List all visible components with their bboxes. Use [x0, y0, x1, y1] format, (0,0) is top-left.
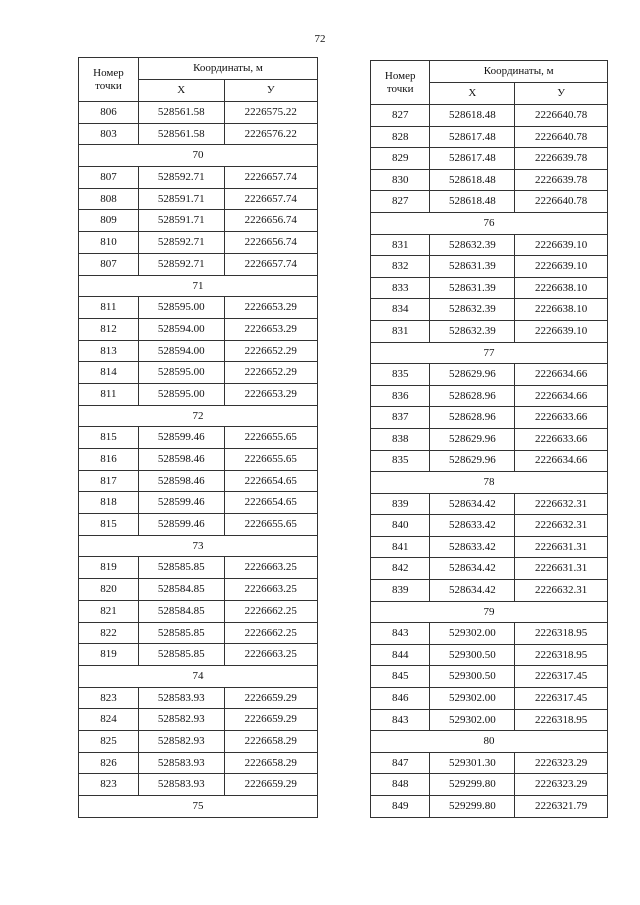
table-row: [371, 450, 608, 472]
point-number-cell: 816: [79, 449, 139, 471]
x-coordinate-cell: 528618.48: [430, 169, 515, 191]
x-coordinate-cell: 528598.46: [138, 449, 224, 471]
x-coordinate-cell: 528617.48: [430, 148, 515, 170]
group-row: [79, 275, 318, 297]
point-number-cell: 833: [371, 277, 430, 299]
point-number-cell: 807: [79, 167, 139, 189]
table-row: [371, 752, 608, 774]
y-coordinate-cell: 2226658.29: [224, 730, 318, 752]
table-row: [79, 210, 318, 232]
table-row: [79, 362, 318, 384]
point-number-cell: 848: [371, 774, 430, 796]
table-row: [371, 364, 608, 386]
table-row: [371, 126, 608, 148]
point-number-cell: 821: [79, 600, 139, 622]
y-coordinate-cell: 2226634.66: [515, 385, 608, 407]
point-number-cell: 838: [371, 428, 430, 450]
y-coordinate-cell: 2226317.45: [515, 688, 608, 710]
y-coordinate-cell: 2226575.22: [224, 102, 318, 124]
y-coordinate-cell: 2226639.10: [515, 234, 608, 256]
page-number: 72: [314, 33, 326, 45]
x-coordinate-cell: 528592.71: [138, 167, 224, 189]
point-number-cell: 815: [79, 514, 139, 536]
table-row: [371, 515, 608, 537]
table-row: [371, 580, 608, 602]
group-label: 72: [79, 405, 318, 427]
x-coordinate-cell: 528594.00: [138, 318, 224, 340]
x-coordinate-cell: 528632.39: [430, 320, 515, 342]
x-coordinate-cell: 528583.93: [138, 752, 224, 774]
x-coordinate-cell: 528617.48: [430, 126, 515, 148]
group-row: [371, 342, 608, 364]
point-number-cell: 818: [79, 492, 139, 514]
y-coordinate-cell: 2226652.29: [224, 340, 318, 362]
x-coordinate-cell: 528634.42: [430, 493, 515, 515]
table-row: [371, 709, 608, 731]
table-row: [79, 579, 318, 601]
point-number-cell: 824: [79, 709, 139, 731]
table-row: [371, 385, 608, 407]
x-coordinate-cell: 529299.80: [430, 774, 515, 796]
x-coordinate-cell: 528585.85: [138, 644, 224, 666]
x-coordinate-cell: 529300.50: [430, 666, 515, 688]
y-coordinate-cell: 2226634.66: [515, 450, 608, 472]
x-coordinate-cell: 528584.85: [138, 579, 224, 601]
header-row: [79, 58, 318, 80]
point-number-cell: 827: [371, 191, 430, 213]
coordinates-table-right: [370, 60, 608, 818]
group-label: 77: [371, 342, 608, 364]
table-row: [79, 449, 318, 471]
table-row: [371, 148, 608, 170]
x-coordinate-cell: 529302.00: [430, 623, 515, 645]
y-coordinate-cell: 2226631.31: [515, 558, 608, 580]
x-coordinate-cell: 528634.42: [430, 558, 515, 580]
point-number-cell: 839: [371, 493, 430, 515]
header-point-number: Номер точки: [371, 61, 430, 105]
point-number-cell: 840: [371, 515, 430, 537]
x-coordinate-cell: 528561.58: [138, 123, 224, 145]
x-coordinate-cell: 528632.39: [430, 299, 515, 321]
x-coordinate-cell: 528585.85: [138, 557, 224, 579]
point-number-cell: 809: [79, 210, 139, 232]
group-row: [371, 731, 608, 753]
y-coordinate-cell: 2226654.65: [224, 470, 318, 492]
table-row: [79, 492, 318, 514]
y-coordinate-cell: 2226663.25: [224, 557, 318, 579]
group-label: 79: [371, 601, 608, 623]
table-row: [371, 105, 608, 127]
y-coordinate-cell: 2226653.29: [224, 383, 318, 405]
x-coordinate-cell: 528629.96: [430, 428, 515, 450]
y-coordinate-cell: 2226652.29: [224, 362, 318, 384]
header-y: У: [224, 80, 318, 102]
y-coordinate-cell: 2226663.25: [224, 644, 318, 666]
point-number-cell: 825: [79, 730, 139, 752]
x-coordinate-cell: 529299.80: [430, 796, 515, 818]
x-coordinate-cell: 528592.71: [138, 232, 224, 254]
y-coordinate-cell: 2226639.78: [515, 148, 608, 170]
header-x: X: [138, 80, 224, 102]
y-coordinate-cell: 2226658.29: [224, 752, 318, 774]
group-label: 75: [79, 796, 318, 818]
group-row: [371, 472, 608, 494]
y-coordinate-cell: 2226662.25: [224, 600, 318, 622]
x-coordinate-cell: 528629.96: [430, 364, 515, 386]
table-row: [371, 774, 608, 796]
point-number-cell: 846: [371, 688, 430, 710]
x-coordinate-cell: 528599.46: [138, 427, 224, 449]
table-row: [371, 277, 608, 299]
table-row: [371, 428, 608, 450]
y-coordinate-cell: 2226638.10: [515, 299, 608, 321]
table-row: [79, 232, 318, 254]
table-row: [371, 256, 608, 278]
table-row: [371, 169, 608, 191]
point-number-cell: 811: [79, 297, 139, 319]
x-coordinate-cell: 528561.58: [138, 102, 224, 124]
table-row: [371, 234, 608, 256]
y-coordinate-cell: 2226639.10: [515, 256, 608, 278]
x-coordinate-cell: 528633.42: [430, 515, 515, 537]
point-number-cell: 832: [371, 256, 430, 278]
group-row: [79, 796, 318, 818]
x-coordinate-cell: 528591.71: [138, 210, 224, 232]
y-coordinate-cell: 2226576.22: [224, 123, 318, 145]
point-number-cell: 828: [371, 126, 430, 148]
y-coordinate-cell: 2226317.45: [515, 666, 608, 688]
x-coordinate-cell: 528584.85: [138, 600, 224, 622]
table-row: [371, 644, 608, 666]
y-coordinate-cell: 2226633.66: [515, 428, 608, 450]
point-number-cell: 819: [79, 557, 139, 579]
point-number-cell: 803: [79, 123, 139, 145]
point-number-cell: 826: [79, 752, 139, 774]
y-coordinate-cell: 2226321.79: [515, 796, 608, 818]
y-coordinate-cell: 2226657.74: [224, 167, 318, 189]
y-coordinate-cell: 2226659.29: [224, 687, 318, 709]
point-number-cell: 843: [371, 623, 430, 645]
y-coordinate-cell: 2226662.25: [224, 622, 318, 644]
x-coordinate-cell: 528633.42: [430, 536, 515, 558]
x-coordinate-cell: 528598.46: [138, 470, 224, 492]
x-coordinate-cell: 528632.39: [430, 234, 515, 256]
y-coordinate-cell: 2226653.29: [224, 318, 318, 340]
point-number-cell: 839: [371, 580, 430, 602]
table-row: [371, 493, 608, 515]
y-coordinate-cell: 2226639.10: [515, 320, 608, 342]
table-row: [371, 299, 608, 321]
table-row: [79, 709, 318, 731]
y-coordinate-cell: 2226323.29: [515, 752, 608, 774]
x-coordinate-cell: 528585.85: [138, 622, 224, 644]
point-number-cell: 841: [371, 536, 430, 558]
y-coordinate-cell: 2226655.65: [224, 449, 318, 471]
x-coordinate-cell: 528631.39: [430, 256, 515, 278]
point-number-cell: 812: [79, 318, 139, 340]
x-coordinate-cell: 529302.00: [430, 688, 515, 710]
point-number-cell: 843: [371, 709, 430, 731]
group-label: 78: [371, 472, 608, 494]
x-coordinate-cell: 528599.46: [138, 514, 224, 536]
x-coordinate-cell: 528599.46: [138, 492, 224, 514]
group-label: 71: [79, 275, 318, 297]
y-coordinate-cell: 2226640.78: [515, 126, 608, 148]
x-coordinate-cell: 528628.96: [430, 385, 515, 407]
table-row: [371, 558, 608, 580]
point-number-cell: 808: [79, 188, 139, 210]
table-row: [79, 470, 318, 492]
group-row: [371, 212, 608, 234]
y-coordinate-cell: 2226634.66: [515, 364, 608, 386]
table-row: [79, 514, 318, 536]
point-number-cell: 823: [79, 774, 139, 796]
y-coordinate-cell: 2226323.29: [515, 774, 608, 796]
x-coordinate-cell: 528618.48: [430, 105, 515, 127]
table-row: [79, 123, 318, 145]
x-coordinate-cell: 528595.00: [138, 362, 224, 384]
y-coordinate-cell: 2226638.10: [515, 277, 608, 299]
table-row: [371, 623, 608, 645]
point-number-cell: 836: [371, 385, 430, 407]
table-row: [79, 557, 318, 579]
point-number-cell: 844: [371, 644, 430, 666]
x-coordinate-cell: 528591.71: [138, 188, 224, 210]
header-y: У: [515, 83, 608, 105]
point-number-cell: 831: [371, 234, 430, 256]
x-coordinate-cell: 529301.30: [430, 752, 515, 774]
coordinates-table-left: [78, 57, 318, 818]
table-row: [79, 600, 318, 622]
x-coordinate-cell: 528594.00: [138, 340, 224, 362]
point-number-cell: 813: [79, 340, 139, 362]
x-coordinate-cell: 528618.48: [430, 191, 515, 213]
point-number-cell: 822: [79, 622, 139, 644]
header-coordinates: Координаты, м: [430, 61, 608, 83]
y-coordinate-cell: 2226639.78: [515, 169, 608, 191]
table-row: [79, 188, 318, 210]
table-row: [79, 644, 318, 666]
y-coordinate-cell: 2226318.95: [515, 623, 608, 645]
y-coordinate-cell: 2226640.78: [515, 191, 608, 213]
group-label: 70: [79, 145, 318, 167]
point-number-cell: 817: [79, 470, 139, 492]
y-coordinate-cell: 2226657.74: [224, 253, 318, 275]
point-number-cell: 810: [79, 232, 139, 254]
point-number-cell: 819: [79, 644, 139, 666]
y-coordinate-cell: 2226318.95: [515, 644, 608, 666]
table-row: [79, 340, 318, 362]
point-number-cell: 834: [371, 299, 430, 321]
header-x: X: [430, 83, 515, 105]
y-coordinate-cell: 2226633.66: [515, 407, 608, 429]
header-row: [371, 61, 608, 83]
group-row: [371, 601, 608, 623]
group-label: 76: [371, 212, 608, 234]
point-number-cell: 827: [371, 105, 430, 127]
y-coordinate-cell: 2226631.31: [515, 536, 608, 558]
point-number-cell: 842: [371, 558, 430, 580]
table-row: [79, 730, 318, 752]
y-coordinate-cell: 2226640.78: [515, 105, 608, 127]
table-row: [371, 536, 608, 558]
point-number-cell: 820: [79, 579, 139, 601]
table-row: [79, 774, 318, 796]
point-number-cell: 849: [371, 796, 430, 818]
group-row: [79, 665, 318, 687]
header-point-number: Номер точки: [79, 58, 139, 102]
group-row: [79, 145, 318, 167]
group-row: [79, 405, 318, 427]
point-number-cell: 847: [371, 752, 430, 774]
point-number-cell: 814: [79, 362, 139, 384]
point-number-cell: 831: [371, 320, 430, 342]
point-number-cell: 845: [371, 666, 430, 688]
y-coordinate-cell: 2226656.74: [224, 232, 318, 254]
y-coordinate-cell: 2226654.65: [224, 492, 318, 514]
group-label: 73: [79, 535, 318, 557]
point-number-cell: 823: [79, 687, 139, 709]
x-coordinate-cell: 528582.93: [138, 730, 224, 752]
x-coordinate-cell: 529300.50: [430, 644, 515, 666]
table-row: [79, 167, 318, 189]
point-number-cell: 806: [79, 102, 139, 124]
x-coordinate-cell: 528595.00: [138, 383, 224, 405]
y-coordinate-cell: 2226663.25: [224, 579, 318, 601]
table-row: [371, 320, 608, 342]
table-row: [79, 427, 318, 449]
point-number-cell: 811: [79, 383, 139, 405]
y-coordinate-cell: 2226655.65: [224, 427, 318, 449]
point-number-cell: 835: [371, 364, 430, 386]
point-number-cell: 830: [371, 169, 430, 191]
x-coordinate-cell: 528592.71: [138, 253, 224, 275]
point-number-cell: 835: [371, 450, 430, 472]
table-row: [79, 253, 318, 275]
point-number-cell: 837: [371, 407, 430, 429]
x-coordinate-cell: 528634.42: [430, 580, 515, 602]
x-coordinate-cell: 528628.96: [430, 407, 515, 429]
point-number-cell: 815: [79, 427, 139, 449]
header-coordinates: Координаты, м: [138, 58, 317, 80]
table-row: [79, 318, 318, 340]
y-coordinate-cell: 2226632.31: [515, 493, 608, 515]
x-coordinate-cell: 528583.93: [138, 687, 224, 709]
x-coordinate-cell: 528583.93: [138, 774, 224, 796]
y-coordinate-cell: 2226657.74: [224, 188, 318, 210]
table-row: [79, 622, 318, 644]
x-coordinate-cell: 528582.93: [138, 709, 224, 731]
point-number-cell: 807: [79, 253, 139, 275]
table-row: [79, 383, 318, 405]
y-coordinate-cell: 2226655.65: [224, 514, 318, 536]
y-coordinate-cell: 2226318.95: [515, 709, 608, 731]
x-coordinate-cell: 528595.00: [138, 297, 224, 319]
table-row: [79, 102, 318, 124]
table-row: [371, 796, 608, 818]
table-row: [79, 687, 318, 709]
table-row: [371, 688, 608, 710]
group-row: [79, 535, 318, 557]
table-row: [79, 297, 318, 319]
y-coordinate-cell: 2226653.29: [224, 297, 318, 319]
table-row: [371, 666, 608, 688]
y-coordinate-cell: 2226632.31: [515, 515, 608, 537]
y-coordinate-cell: 2226659.29: [224, 709, 318, 731]
y-coordinate-cell: 2226656.74: [224, 210, 318, 232]
x-coordinate-cell: 528629.96: [430, 450, 515, 472]
y-coordinate-cell: 2226659.29: [224, 774, 318, 796]
group-label: 74: [79, 665, 318, 687]
point-number-cell: 829: [371, 148, 430, 170]
x-coordinate-cell: 528631.39: [430, 277, 515, 299]
y-coordinate-cell: 2226632.31: [515, 580, 608, 602]
group-label: 80: [371, 731, 608, 753]
table-row: [79, 752, 318, 774]
x-coordinate-cell: 529302.00: [430, 709, 515, 731]
table-row: [371, 407, 608, 429]
table-row: [371, 191, 608, 213]
